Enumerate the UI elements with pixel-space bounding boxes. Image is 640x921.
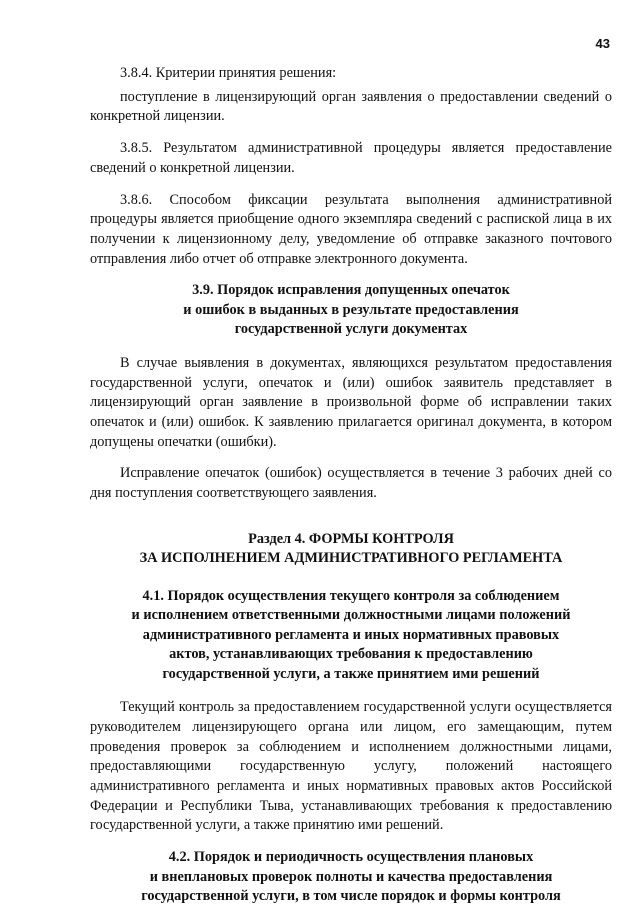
- paragraph: 3.8.5. Результатом административной процедуры является предоставление сведений о конкретной лицензии.: [90, 140, 612, 176]
- page-number: 43: [595, 36, 610, 51]
- section-heading: 4.1. Порядок осуществления текущего контроля за соблюдением и исполнением ответственными должностными лицами положений административного регламента и иных нормативных правовых актов, устанавливающих требования к предоставлению государственной услуги, а также принятием ими решений: [131, 587, 571, 682]
- section-heading: Раздел 4. ФОРМЫ КОНТРОЛЯ ЗА ИСПОЛНЕНИЕМ АДМИНИСТРАТИВНОГО РЕГЛАМЕНТА: [139, 530, 563, 567]
- section-heading: 4.2. Порядок и периодичность осуществления плановых и внеплановых проверок полноты и качества предоставления государственной услуги, в том числе порядок и формы контроля: [141, 849, 561, 905]
- document-body: [90, 64, 612, 921]
- paragraph: поступление в лицензирующий орган заявления о предоставлении сведений о конкретной лицензии.: [90, 88, 612, 125]
- paragraph: В случае выявления в документах, являющихся результатом предоставления государственной услуги, опечаток и (или) ошибок заявитель представляет в лицензирующий орган заявление в произвольной форме об исправлении таких опечаток и (или) ошибок. К заявлению прилагается оригинал документа, в котором допущены опечатки (ошибки).: [90, 354, 612, 450]
- section-heading: 3.9. Порядок исправления допущенных опечаток и ошибок в выданных в результате предоставления государственной услуги документах: [183, 282, 519, 338]
- paragraph: Текущий контроль за предоставлением государственной услуги осуществляется руководителем лицензирующего органа или лицом, его замещающим, путем проведения проверок за соблюдением и исполнением должностными лицами, предоставляющими государственную услугу, положений настоящего административного регламента и иных нормативных правовых актов Российской Федерации и Республики Тыва, устанавливающих требования к предоставлению государственной услуги, а также принятию ими решений.: [90, 699, 612, 834]
- paragraph: Исправление опечаток (ошибок) осуществляется в течение 3 рабочих дней со дня поступления соответствующего заявления.: [90, 465, 612, 502]
- paragraph: 3.8.6. Способом фиксации результата выполнения административной процедуры является приобщение одного экземпляра сведений с распиской лица в их получении к лицензионному делу, уведомление об отправке заказного почтового отправления либо отчет об отправке электронного документа.: [90, 191, 612, 267]
- paragraph: 3.8.4. Критерии принятия решения:: [120, 65, 337, 81]
